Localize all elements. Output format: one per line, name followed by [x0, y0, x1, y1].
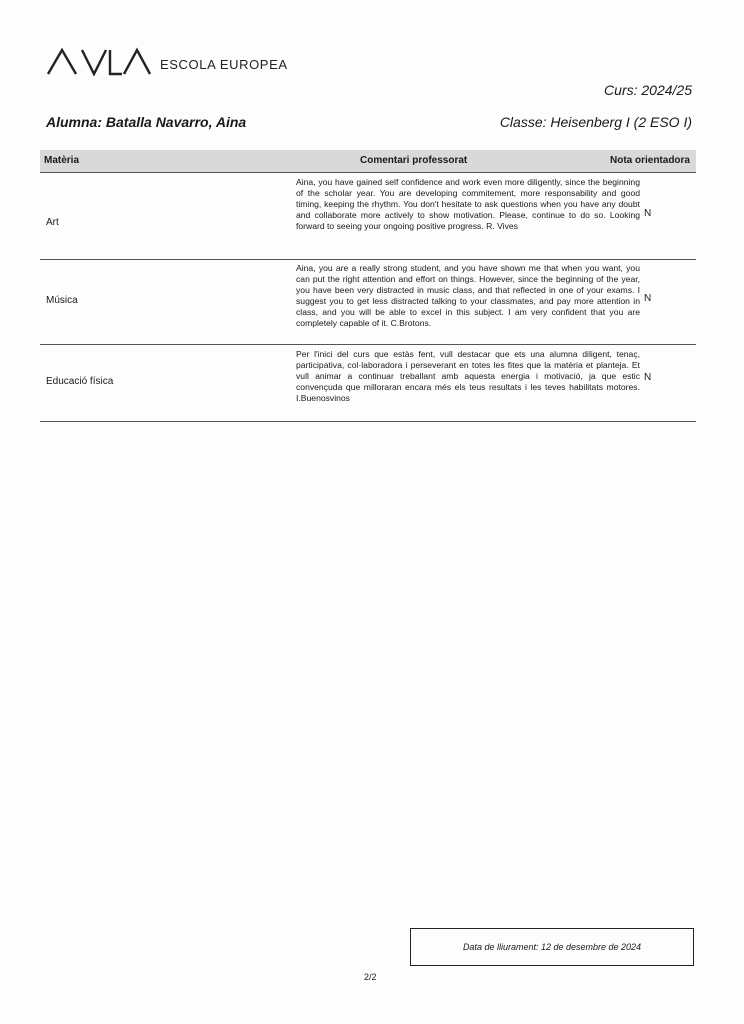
course-year: Curs: 2024/25	[604, 82, 692, 98]
page-number: 2/2	[364, 972, 377, 982]
row-grade: N	[644, 208, 652, 219]
row-grade: N	[644, 293, 652, 304]
row-subject: Art	[46, 217, 59, 228]
logo-text: ESCOLA EUROPEA	[160, 57, 288, 72]
student-name: Alumna: Batalla Navarro, Aina	[46, 114, 247, 130]
row-subject: Educació física	[46, 376, 114, 387]
delivery-date-box: Data de lliurament: 12 de desembre de 2024	[410, 928, 694, 966]
row-subject: Música	[46, 295, 78, 306]
column-header-comment: Comentari professorat	[360, 155, 468, 166]
row-comment: Aina, you are a really strong student, and you have shown me that when you want, you can put the right attention and effort on things. However, since the beginning of the year, you have been very distracted in music class, and that reflected in one of your exams. I suggest you to get less distracted talking to your classmates, and pay more attention in class, and you will be able to excel in this subject. I am very confident that you are completely capable of it. C.Brotons.	[296, 263, 640, 328]
table-row	[40, 260, 696, 345]
class-name: Classe: Heisenberg I (2 ESO I)	[499, 114, 692, 130]
table-header	[40, 150, 696, 173]
row-comment: Per l'inici del curs que estàs fent, vull destacar que ets una alumna diligent, tenaç, participativa, col·laboradora i perseverant en totes les fites que la matèria et planteja. Et vull animar a continuar treballant amb aquesta energia i motivació, ja que estic convençuda que milloraran encara més els teus resultats i les teves habilitats motores. I.Buenosvinos	[296, 349, 640, 403]
table-row	[40, 173, 696, 260]
column-header-subject: Matèria	[44, 155, 80, 166]
column-header-grade: Nota orientadora	[609, 155, 690, 166]
school-logo	[46, 46, 288, 76]
avla-logo-icon	[46, 46, 152, 76]
table-row	[40, 345, 696, 422]
row-comment: Aina, you have gained self confidence and work even more diligently, since the beginning of the scholar year. You are developing commitement, more responsability and good timing, keeping the rhythm. You don't hesitate to ask questions when you have any doubt and collaborate more actively to show motivation. Please, continue to do so. Looking forward to seeing your ongoing positive progress. R. Vives	[296, 177, 640, 231]
row-grade: N	[644, 372, 652, 383]
